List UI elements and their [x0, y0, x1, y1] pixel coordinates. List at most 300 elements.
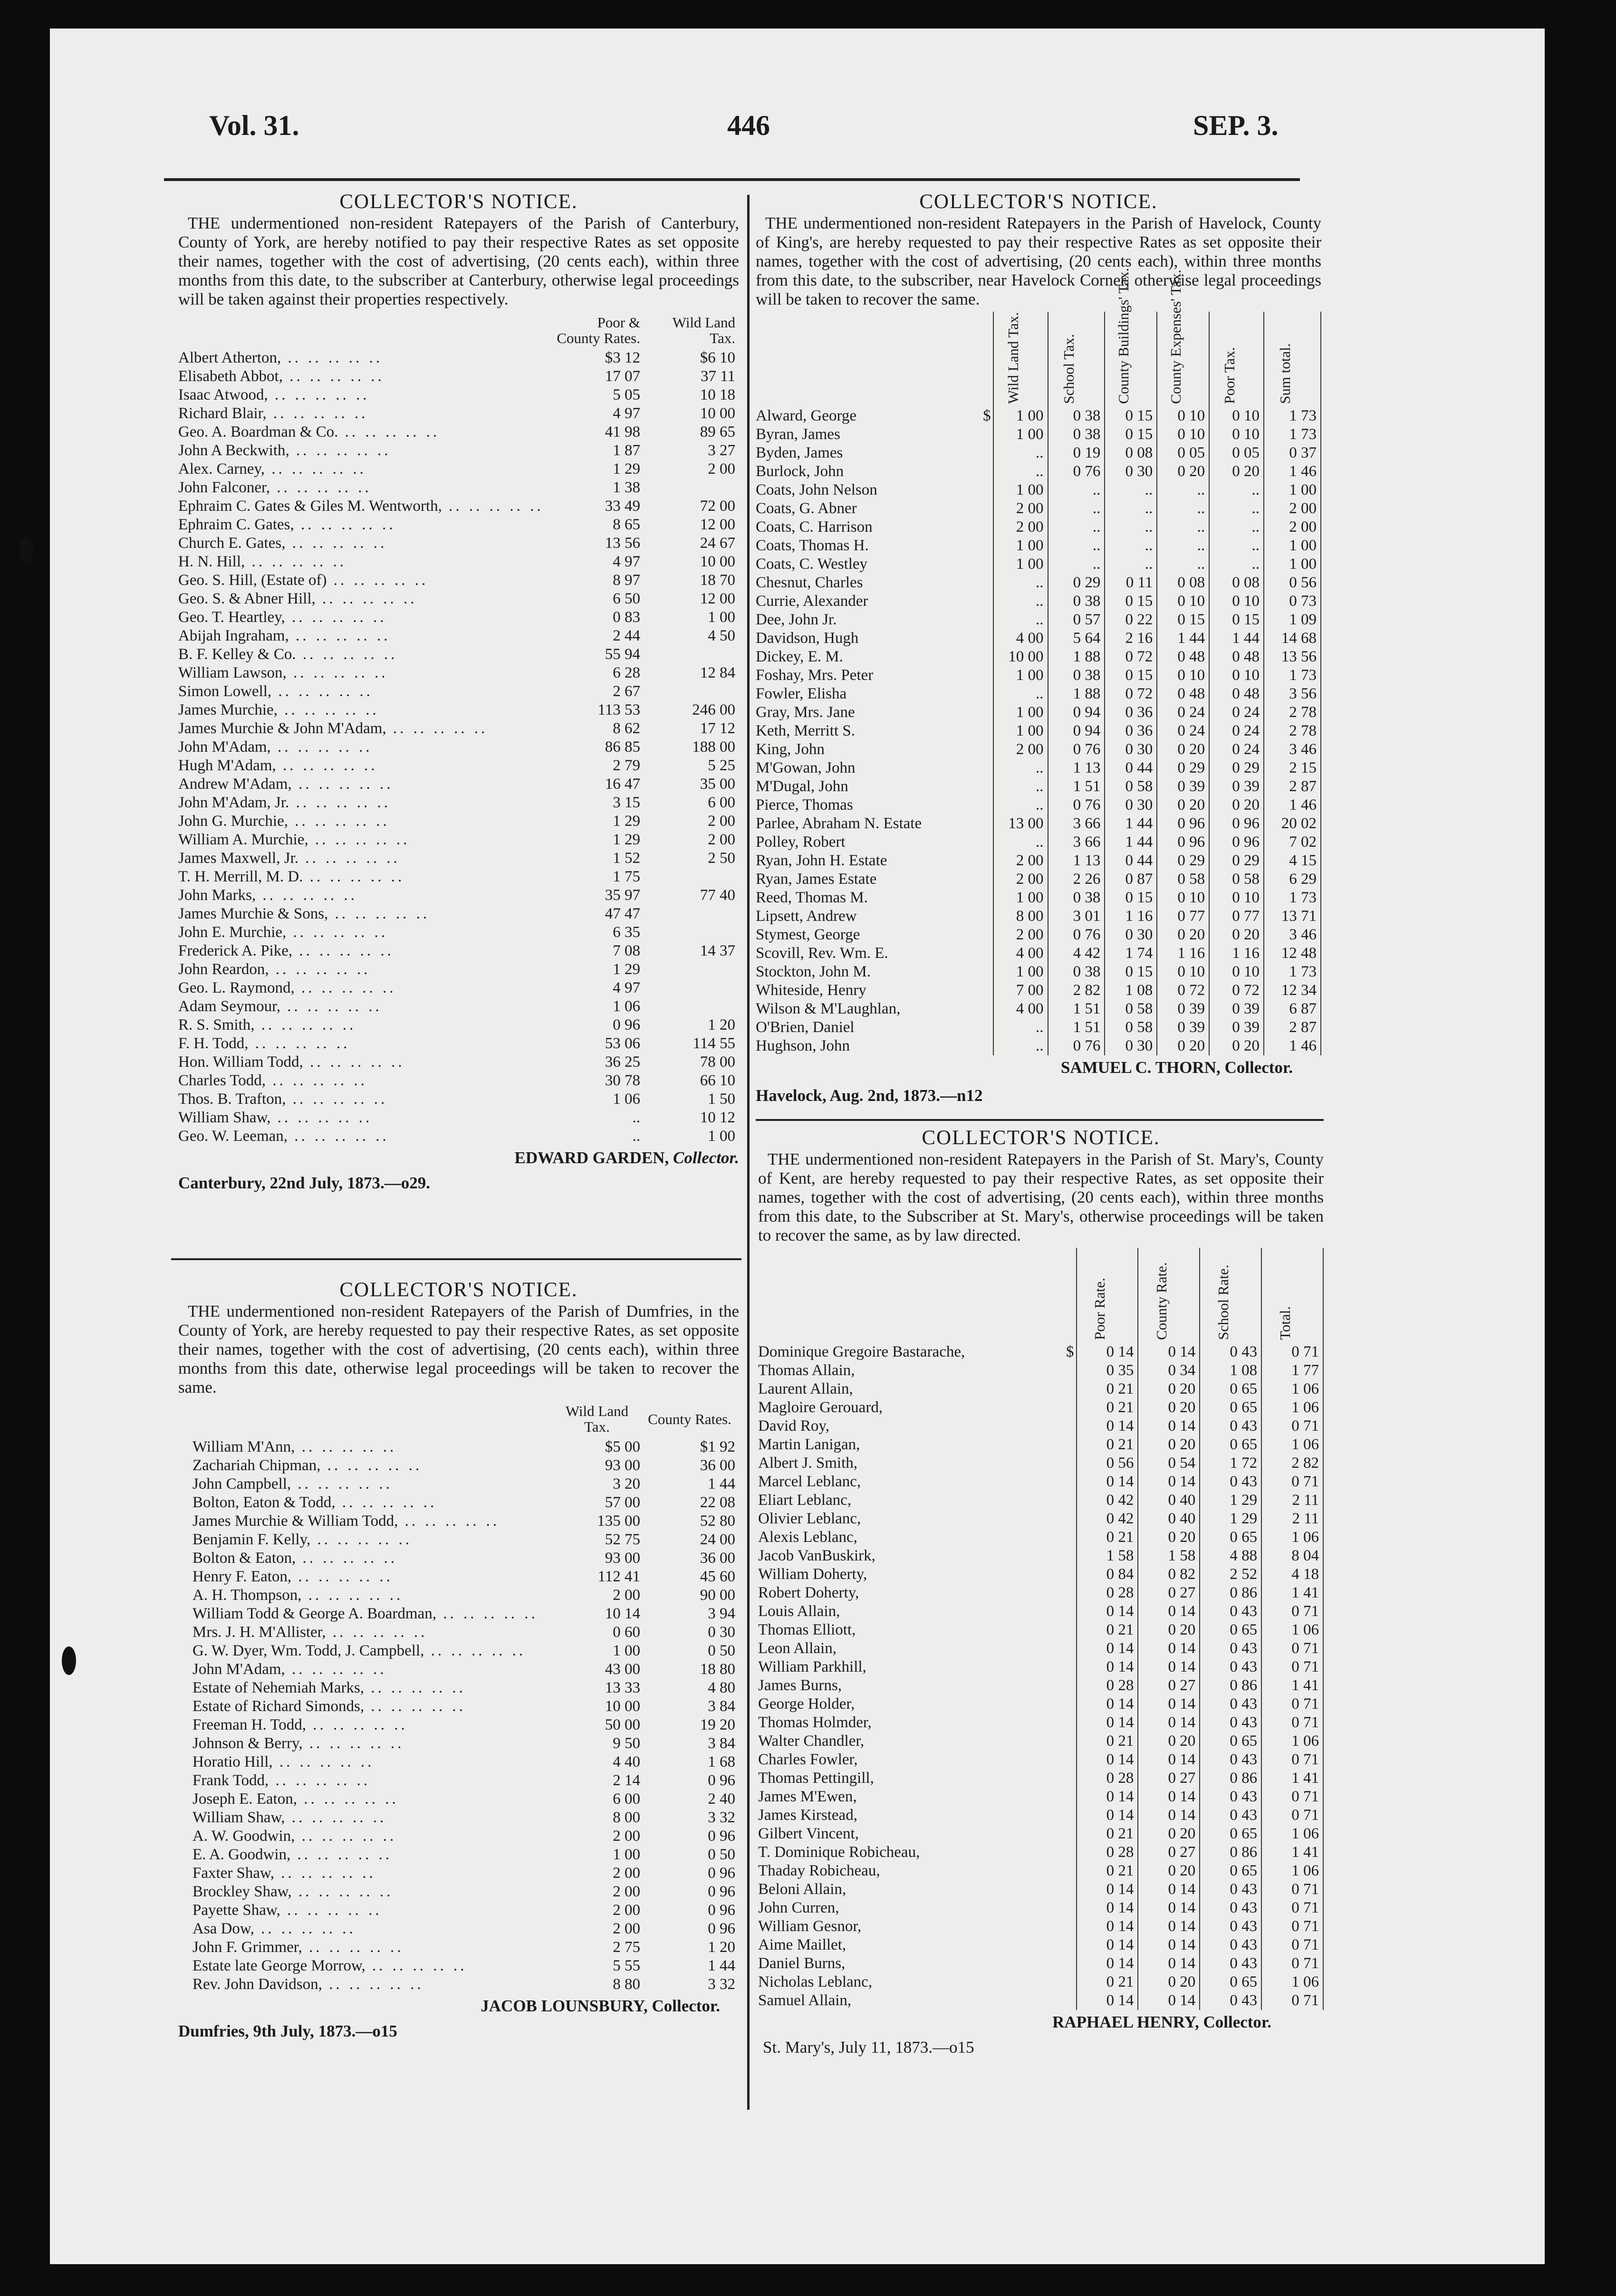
- rate-value: 0 83: [613, 609, 640, 626]
- rate-value: 0 96: [708, 1883, 735, 1900]
- dot-leader: .. .. .. .. ..: [289, 627, 391, 644]
- rate-value: 0 43: [1200, 1417, 1261, 1435]
- table-row: [192, 1864, 739, 1883]
- rate-value: 1 00: [993, 666, 1048, 685]
- rate-value: 1 51: [1048, 1000, 1105, 1018]
- ratepayer-name-text: Bolton & Eaton,: [192, 1550, 296, 1567]
- table-row: [178, 627, 739, 645]
- rate-value: 0 10: [1209, 666, 1264, 685]
- rate-value: 0 20: [1209, 1037, 1264, 1055]
- ratepayer-name: Charles Fowler,: [758, 1751, 858, 1768]
- dot-leader: .. .. .. .. ..: [327, 572, 429, 589]
- ratepayer-name: [178, 571, 554, 590]
- rate-value: 0 39: [1209, 777, 1264, 796]
- rate-value: $5 00: [605, 1438, 640, 1455]
- dot-leader: .. .. .. .. ..: [269, 1772, 370, 1789]
- ratepayer-name-text: Frederick A. Pike,: [178, 942, 293, 959]
- rate-value: 2 00: [613, 1902, 640, 1919]
- rate-value: 2 00: [613, 1865, 640, 1882]
- table-row: [756, 407, 1321, 425]
- ratepayer-name-text: John M'Adam, Jr.: [178, 794, 289, 811]
- table-row: [178, 794, 739, 812]
- ratepayer-name: [192, 1846, 554, 1864]
- notice-title: COLLECTOR'S NOTICE.: [339, 1279, 578, 1301]
- rate-value: 4 00: [993, 944, 1048, 963]
- rate-value: 1 46: [1264, 796, 1321, 814]
- rate-value: 0 76: [1048, 1037, 1105, 1055]
- rate-value: 0 20: [1138, 1528, 1200, 1547]
- ratepayer-name: Ryan, John H. Estate: [756, 852, 887, 869]
- dollar-sign: [1062, 1843, 1077, 1862]
- rate-value: 1 00: [993, 555, 1048, 574]
- rate-value: 0 43: [1200, 1658, 1261, 1676]
- dollar-sign: [1062, 1417, 1077, 1435]
- table-row: [192, 1456, 739, 1475]
- collector-signature: RAPHAEL HENRY, Collector.: [1052, 2013, 1271, 2031]
- dot-leader: .. .. .. .. ..: [310, 1531, 412, 1548]
- rate-value: 1 41: [1261, 1843, 1323, 1862]
- column-header: [1077, 1248, 1138, 1343]
- dot-leader: .. .. .. .. ..: [338, 423, 440, 440]
- rate-value: 17 12: [700, 720, 735, 737]
- rate-value: 33 49: [605, 497, 640, 515]
- table-row: [756, 444, 1321, 462]
- column-header-text: County Expenses' Tax.: [1167, 269, 1184, 404]
- column-header-text: Wild Land Tax.: [1005, 312, 1022, 404]
- ratepayer-name-text: Rev. John Davidson,: [192, 1976, 322, 1993]
- rate-value: ..: [1209, 518, 1264, 536]
- dot-leader: .. .. .. .. ..: [285, 1809, 387, 1826]
- rate-value: 0 24: [1209, 740, 1264, 759]
- dollar-sign: [1062, 1713, 1077, 1732]
- rate-value: 12 00: [700, 516, 735, 533]
- ratepayer-name: Coats, G. Abner: [756, 500, 857, 517]
- rate-value: 0 96: [1157, 814, 1209, 833]
- notice-intro: THE undermentioned non-resident Ratepayers in the Parish of St. Mary's, County of Kent, are hereby requested to pay their respective Rates, as set opposite their names, together with the cost of advertising, (20 cents each), within three months from this date, to the Subscriber at St. Mary's, otherwise proceedings will be taken to recover the same, as by law directed.: [758, 1150, 1324, 1244]
- rate-value: 0 14: [1077, 1417, 1138, 1435]
- ratepayer-name: Lipsett, Andrew: [756, 908, 857, 925]
- rate-value: 0 20: [1138, 1621, 1200, 1639]
- ratepayer-name-text: Asa Dow,: [192, 1920, 254, 1937]
- table-body: [178, 349, 739, 1146]
- rate-value: 0 10: [1209, 963, 1264, 981]
- ratepayer-name: [192, 1771, 554, 1790]
- rate-value: ..: [993, 777, 1048, 796]
- rate-value: 50 00: [605, 1716, 640, 1733]
- table-row: [192, 1938, 739, 1957]
- table-row: [178, 645, 739, 664]
- rate-value: 1 44: [1105, 833, 1157, 851]
- column-header: [993, 312, 1048, 407]
- table-row: [758, 1954, 1323, 1973]
- rate-value: 1 88: [1048, 685, 1105, 703]
- dollar-sign: [979, 759, 993, 777]
- rate-value: 14 68: [1264, 629, 1321, 648]
- ratepayer-name: [178, 645, 554, 664]
- rate-value: 12 84: [700, 664, 735, 681]
- rate-value: 0 28: [1077, 1676, 1138, 1695]
- rate-value: 2 26: [1048, 870, 1105, 889]
- ratepayer-name: [192, 1456, 554, 1475]
- rate-value: 10 00: [700, 405, 735, 422]
- collector-title: Collector.: [673, 1148, 739, 1167]
- rate-value: 2 00: [993, 499, 1048, 518]
- rate-value: 0 96: [1209, 833, 1264, 851]
- rate-value: 1 00: [993, 536, 1048, 555]
- rate-value: 35 97: [605, 887, 640, 904]
- rate-value: 1 00: [613, 1846, 640, 1863]
- ratepayer-name: [192, 1586, 554, 1605]
- rate-value: ..: [1209, 499, 1264, 518]
- rate-value: 0 14: [1077, 1788, 1138, 1806]
- table-row: [756, 1000, 1321, 1018]
- table-row: [758, 1732, 1323, 1751]
- rate-value: 1 52: [613, 850, 640, 867]
- rate-value: 6 00: [613, 1790, 640, 1808]
- dot-leader: .. .. .. .. ..: [301, 1587, 404, 1604]
- rate-value: ..: [1048, 499, 1105, 518]
- rate-value: 0 71: [1261, 1954, 1323, 1973]
- dollar-sign: [1062, 1806, 1077, 1825]
- table-row: [192, 1605, 739, 1623]
- dot-leader: .. .. .. .. ..: [291, 775, 394, 793]
- dot-leader: .. .. .. .. ..: [290, 1846, 392, 1863]
- rate-value: 8 80: [613, 1976, 640, 1993]
- table-row: [758, 1435, 1323, 1454]
- rate-value: 0 15: [1157, 611, 1209, 629]
- table-row: [178, 553, 739, 571]
- rate-value: [644, 923, 739, 942]
- table-row: [192, 1957, 739, 1975]
- dot-leader: .. .. .. .. ..: [364, 1698, 466, 1715]
- column-header: Poor & County Rates.: [557, 314, 640, 346]
- ratepayer-name: Dee, John Jr.: [756, 611, 837, 628]
- table-row: [756, 574, 1321, 592]
- rate-value: 0 72: [1105, 685, 1157, 703]
- rate-value: 2 16: [1105, 629, 1157, 648]
- rate-value: 52 75: [605, 1531, 640, 1548]
- rate-value: 16 47: [605, 775, 640, 793]
- rate-value: 0 96: [1157, 833, 1209, 851]
- table-row: [192, 1827, 739, 1846]
- table-row: [758, 1528, 1323, 1547]
- rate-value: 1 08: [1200, 1361, 1261, 1380]
- rate-value: ..: [1048, 481, 1105, 499]
- ratepayer-name: Scovill, Rev. Wm. E.: [756, 945, 888, 962]
- rate-value: 1 13: [1048, 851, 1105, 870]
- ratepayer-name: James M'Ewen,: [758, 1788, 857, 1805]
- rate-value: 0 71: [1261, 1880, 1323, 1899]
- rate-value: 0 21: [1077, 1732, 1138, 1751]
- table-row: [178, 608, 739, 627]
- table-row: [192, 1586, 739, 1605]
- ratepayer-name-text: John Reardon,: [178, 961, 269, 978]
- rate-value: 1 06: [1261, 1862, 1323, 1880]
- table-row: [756, 981, 1321, 1000]
- ratepayer-name: [178, 1127, 554, 1146]
- rate-value: 0 48: [1209, 648, 1264, 666]
- rate-value: 3 46: [1264, 740, 1321, 759]
- ratepayer-name-text: Geo. W. Leeman,: [178, 1128, 288, 1145]
- ratepayer-name: Foshay, Mrs. Peter: [756, 667, 874, 684]
- ratepayer-name: Nicholas Leblanc,: [758, 1973, 873, 1990]
- table-row: [192, 1753, 739, 1771]
- table-row: [178, 831, 739, 849]
- ratepayer-name-text: James Murchie & William Todd,: [192, 1512, 398, 1530]
- rate-value: ..: [1105, 481, 1157, 499]
- table-row: [178, 738, 739, 756]
- ratepayer-name: Parlee, Abraham N. Estate: [756, 815, 922, 832]
- table-row: [192, 1790, 739, 1808]
- rate-value: 1 41: [1261, 1769, 1323, 1788]
- rate-value: 0 43: [1200, 1936, 1261, 1954]
- rate-value: 2 00: [613, 1587, 640, 1604]
- ratepayer-name-text: Ephraim C. Gates,: [178, 516, 294, 533]
- table-row: [756, 833, 1321, 851]
- ratepayer-name: M'Dugal, John: [756, 778, 848, 795]
- rate-value: 1 09: [1264, 611, 1321, 629]
- rate-value: 9 50: [613, 1735, 640, 1752]
- rate-value: 0 19: [1048, 444, 1105, 462]
- rate-value: 0 42: [1077, 1510, 1138, 1528]
- ratepayer-name: Coats, C. Harrison: [756, 518, 873, 536]
- table-row: [178, 367, 739, 386]
- ratepayer-name: [178, 794, 554, 812]
- dollar-sign: [979, 1018, 993, 1037]
- rate-value: 1 00: [708, 609, 735, 626]
- table-row: [756, 555, 1321, 574]
- ratepayer-name: [178, 849, 554, 868]
- ratepayer-name: Eliart Leblanc,: [758, 1492, 852, 1509]
- rate-value: 0 86: [1200, 1584, 1261, 1602]
- rate-value: 0 14: [1077, 1343, 1138, 1361]
- rate-value: 47 47: [605, 905, 640, 922]
- dollar-sign: [1062, 1547, 1077, 1565]
- rate-value: 0 14: [1138, 1991, 1200, 2010]
- ratepayer-name: [178, 349, 554, 367]
- rate-value: 0 14: [1138, 1639, 1200, 1658]
- dot-leader: .. .. .. .. ..: [270, 738, 373, 756]
- rate-value: 1 44: [1209, 629, 1264, 648]
- issue-date: SEP. 3.: [1193, 110, 1279, 141]
- table-row: [756, 1037, 1321, 1055]
- header-rule: [164, 178, 1300, 181]
- rate-value: 0 21: [1077, 1825, 1138, 1843]
- rate-value: 0 14: [1138, 1713, 1200, 1732]
- ratepayer-name: [192, 1790, 554, 1808]
- table-row: [758, 1806, 1323, 1825]
- rate-value: $3 12: [605, 349, 640, 366]
- rate-value: 0 65: [1200, 1973, 1261, 1991]
- rate-value: 0 43: [1200, 1991, 1261, 2010]
- rate-value: 13 00: [993, 814, 1048, 833]
- rate-value: 1 46: [1264, 1037, 1321, 1055]
- rate-value: 0 94: [1048, 703, 1105, 722]
- rate-value: 0 29: [1048, 574, 1105, 592]
- dollar-sign: [1062, 1695, 1077, 1713]
- table-row: [758, 1380, 1323, 1398]
- rate-value: 0 20: [1209, 462, 1264, 481]
- rate-value: 0 43: [1200, 1788, 1261, 1806]
- ratepayer-name-text: John Marks,: [178, 887, 256, 904]
- ratepayer-name: Dickey, E. M.: [756, 648, 843, 665]
- rate-value: ..: [993, 685, 1048, 703]
- rate-value: 0 20: [1138, 1973, 1200, 1991]
- rate-value: 1 72: [1200, 1454, 1261, 1473]
- dollar-sign: [979, 462, 993, 481]
- table-row: [192, 1475, 739, 1493]
- table-row: [178, 664, 739, 682]
- rate-value: 0 15: [1105, 592, 1157, 611]
- dollar-sign: [979, 944, 993, 963]
- ratepayer-name-text: T. H. Merrill, M. D.: [178, 868, 303, 885]
- rate-value: ..: [1157, 536, 1209, 555]
- dollar-sign: [1062, 1862, 1077, 1880]
- dollar-sign: [979, 444, 993, 462]
- dollar-sign: [1062, 1639, 1077, 1658]
- rate-value: 0 28: [1077, 1769, 1138, 1788]
- dot-leader: .. .. .. .. ..: [289, 442, 391, 459]
- rate-value: 0 15: [1105, 666, 1157, 685]
- table-row: [178, 516, 739, 534]
- table-row: [756, 666, 1321, 685]
- notice-dateline: Havelock, Aug. 2nd, 1873.—n12: [756, 1086, 983, 1105]
- rate-value: ..: [993, 1037, 1048, 1055]
- rate-value: 1 44: [708, 1475, 735, 1492]
- table-row: [758, 1695, 1323, 1713]
- rate-value: 0 15: [1105, 407, 1157, 425]
- table-row: [178, 849, 739, 868]
- rate-value: 0 14: [1077, 1936, 1138, 1954]
- table-row: [178, 571, 739, 590]
- havelock-notice: [756, 192, 1321, 1105]
- dot-leader: .. .. .. .. ..: [288, 813, 390, 830]
- dollar-sign: [979, 481, 993, 499]
- ratepayer-name-text: E. A. Goodwin,: [192, 1846, 291, 1863]
- table-row: [192, 1716, 739, 1734]
- rate-value: 0 38: [1048, 963, 1105, 981]
- rate-value: 0 54: [1138, 1454, 1200, 1473]
- dollar-sign: [979, 833, 993, 851]
- table-row: [178, 1053, 739, 1071]
- rate-value: 2 82: [1048, 981, 1105, 1000]
- rate-value: 2 00: [613, 1883, 640, 1900]
- dot-leader: .. .. .. .. ..: [254, 1920, 356, 1937]
- dot-leader: .. .. .. .. ..: [295, 1827, 397, 1845]
- dot-leader: .. .. .. .. ..: [280, 998, 382, 1015]
- rate-value: 0 38: [1048, 407, 1105, 425]
- dollar-sign: [979, 981, 993, 1000]
- rate-value: 1 50: [708, 1091, 735, 1108]
- dollar-sign: [979, 814, 993, 833]
- rate-value: 10 14: [605, 1605, 640, 1622]
- table-row: [192, 1493, 739, 1512]
- rate-value: 37 11: [700, 368, 735, 385]
- ratepayer-name-text: James Murchie & Sons,: [178, 905, 328, 922]
- ratepayer-name-text: William Todd & George A. Boardman,: [192, 1605, 436, 1622]
- ratepayer-name: [178, 1071, 554, 1090]
- ratepayer-name: Burlock, John: [756, 463, 844, 480]
- rate-value: 3 32: [708, 1809, 735, 1826]
- dot-leader: .. .. .. .. ..: [296, 1550, 397, 1567]
- dot-leader: .. .. .. .. ..: [266, 405, 368, 422]
- rate-value: 0 65: [1200, 1621, 1261, 1639]
- dollar-sign: [1062, 1454, 1077, 1473]
- rate-value: 0 60: [613, 1624, 640, 1641]
- ratepayer-name: [192, 1753, 554, 1771]
- ratepayer-name: Aime Maillet,: [758, 1936, 846, 1953]
- rate-value: 1 29: [1200, 1491, 1261, 1510]
- rate-value: 0 43: [1200, 1343, 1261, 1361]
- rate-value: 0 14: [1077, 1899, 1138, 1917]
- dollar-sign: [979, 629, 993, 648]
- dot-leader: .. .. .. .. ..: [281, 349, 383, 366]
- rate-value: [644, 868, 739, 886]
- ratepayer-name: [178, 608, 554, 627]
- rate-value: 0 71: [1261, 1417, 1323, 1435]
- rate-value: 1 06: [613, 998, 640, 1015]
- table-row: [756, 963, 1321, 981]
- collector-signature: [178, 1148, 739, 1167]
- notice-dateline: Canterbury, 22nd July, 1873.—o29.: [178, 1174, 430, 1192]
- rate-value: 4 18: [1261, 1565, 1323, 1584]
- ratepayer-name: Thomas Allain,: [758, 1362, 855, 1379]
- rate-value: 2 87: [1264, 1018, 1321, 1037]
- rate-value: 0 34: [1138, 1361, 1200, 1380]
- rate-value: 89 65: [700, 423, 735, 440]
- ratepayer-name: Hughson, John: [756, 1037, 850, 1054]
- rate-value: 0 21: [1077, 1380, 1138, 1398]
- rate-value: 8 00: [613, 1809, 640, 1826]
- rate-value: 2 87: [1264, 777, 1321, 796]
- notice-dateline: Dumfries, 9th July, 1873.—o15: [178, 2022, 397, 2040]
- dot-leader: .. .. .. .. ..: [288, 1128, 389, 1145]
- dollar-sign: [1062, 1398, 1077, 1417]
- ratepayer-name: George Holder,: [758, 1695, 855, 1712]
- rate-value: 2 14: [613, 1772, 640, 1789]
- table-row: [178, 775, 739, 794]
- ratepayer-name: M'Gowan, John: [756, 759, 856, 776]
- rate-value: 0 30: [1105, 740, 1157, 759]
- rate-value: 0 96: [708, 1902, 735, 1919]
- rate-value: 0 20: [1157, 462, 1209, 481]
- rate-value: 0 22: [1105, 611, 1157, 629]
- dollar-sign: [1062, 1917, 1077, 1936]
- ratepayer-name: [192, 1697, 554, 1716]
- ratepayer-name: Dominique Gregoire Bastarache,: [758, 1343, 965, 1360]
- rate-value: 0 24: [1157, 722, 1209, 740]
- ratepayer-name-text: William M'Ann,: [192, 1438, 295, 1455]
- rate-value: 5 25: [708, 757, 735, 774]
- rate-value: 0 76: [1048, 796, 1105, 814]
- dot-leader: .. .. .. .. ..: [289, 794, 391, 811]
- rate-value: 0 21: [1077, 1435, 1138, 1454]
- dot-leader: .. .. .. .. ..: [322, 1976, 424, 1993]
- ratepayer-name-text: Abijah Ingraham,: [178, 627, 289, 644]
- rate-value: 0 14: [1077, 1917, 1138, 1936]
- rate-value: 114 55: [693, 1035, 735, 1052]
- ratepayer-name-text: Church E. Gates,: [178, 535, 286, 552]
- rate-value: ..: [1209, 536, 1264, 555]
- rate-value: 1 00: [993, 481, 1048, 499]
- rate-value: 22 08: [700, 1494, 735, 1511]
- rate-value: 1 74: [1105, 944, 1157, 963]
- rate-value: 0 43: [1200, 1880, 1261, 1899]
- table-row: [178, 1090, 739, 1109]
- rate-value: 0 14: [1077, 1602, 1138, 1621]
- table-row: [758, 1991, 1323, 2010]
- st-marys-notice: [758, 1129, 1324, 2057]
